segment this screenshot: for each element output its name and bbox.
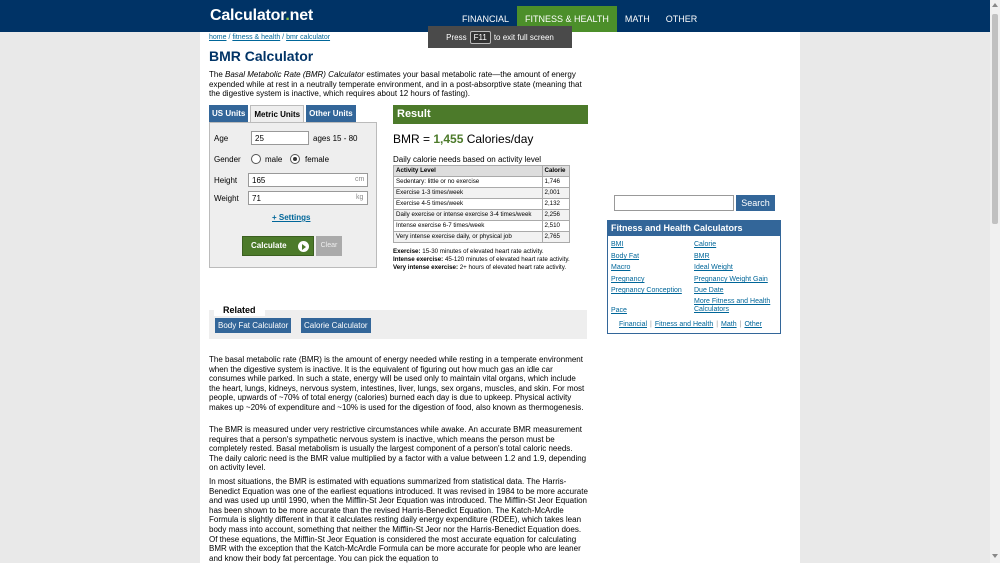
male-label[interactable]: male bbox=[265, 155, 283, 164]
fullscreen-tooltip bbox=[428, 26, 572, 48]
activity-notes bbox=[393, 248, 593, 272]
calorie-cell: 1,746 bbox=[542, 177, 569, 188]
nav-fitness-health[interactable]: FITNESS & HEALTH bbox=[517, 6, 617, 32]
page-title: BMR Calculator bbox=[209, 48, 314, 64]
scroll-down-arrow-icon[interactable] bbox=[992, 554, 998, 558]
note-very-intense bbox=[393, 264, 593, 272]
related-body-fat-button[interactable]: Body Fat Calculator bbox=[215, 318, 291, 333]
sidebar-link-calorie[interactable]: Calorie bbox=[694, 241, 717, 248]
tooltip-rest: to exit full screen bbox=[493, 32, 554, 42]
age-input[interactable] bbox=[251, 131, 309, 145]
sidebar-link-bmi[interactable]: BMI bbox=[611, 241, 624, 248]
footer-sep: | bbox=[650, 321, 652, 328]
breadcrumb-sep: / bbox=[226, 34, 233, 41]
bmr-prefix: BMR = bbox=[393, 132, 434, 146]
calorie-cell: 2,001 bbox=[542, 188, 569, 199]
note-term: Exercise: bbox=[393, 248, 421, 255]
breadcrumb-home[interactable]: home bbox=[209, 34, 227, 41]
activity-cell: Exercise 1-3 times/week bbox=[394, 188, 543, 199]
note-text: 2+ hours of elevated heart rate activity. bbox=[458, 264, 567, 271]
footer-sep: | bbox=[716, 321, 719, 328]
activity-table bbox=[393, 165, 570, 243]
vertical-scrollbar[interactable] bbox=[990, 0, 1000, 563]
sidebar-link-pace[interactable]: Pace bbox=[611, 307, 627, 314]
note-text: 45-120 minutes of elevated heart rate activity. bbox=[443, 256, 570, 263]
footer-link-math[interactable]: Math bbox=[721, 321, 737, 328]
footer-link-fitness-health[interactable]: Fitness and Health bbox=[654, 321, 714, 328]
female-radio[interactable] bbox=[290, 154, 300, 164]
intro-emphasis: Basal Metabolic Rate (BMR) Calculator bbox=[225, 70, 365, 79]
scroll-up-arrow-icon[interactable] bbox=[992, 3, 998, 7]
female-label[interactable]: female bbox=[305, 155, 330, 164]
bmr-suffix: Calories/day bbox=[463, 132, 534, 146]
unit-tabs bbox=[209, 105, 356, 122]
footer-link-financial[interactable]: Financial bbox=[619, 321, 648, 328]
search-button[interactable]: Search bbox=[736, 195, 775, 211]
male-radio[interactable] bbox=[251, 154, 261, 164]
bmr-value: 1,455 bbox=[433, 132, 464, 146]
note-term: Very intense exercise: bbox=[393, 264, 459, 271]
related-calorie-button[interactable]: Calorie Calculator bbox=[301, 318, 371, 333]
activity-table-caption: Daily calorie needs based on activity level bbox=[393, 155, 542, 164]
calorie-cell: 2,256 bbox=[542, 210, 569, 221]
nav-math[interactable]: MATH bbox=[624, 14, 650, 24]
calculate-label: Calculate bbox=[251, 241, 287, 250]
height-unit: cm bbox=[355, 176, 365, 183]
sidebar-link-due-date[interactable]: Due Date bbox=[694, 287, 724, 294]
height-input[interactable] bbox=[248, 173, 368, 187]
related-title: Related bbox=[214, 302, 265, 316]
sidebar-link-macro[interactable]: Macro bbox=[611, 264, 631, 271]
play-icon bbox=[298, 241, 309, 252]
footer-link-other[interactable]: Other bbox=[744, 321, 762, 328]
table-header-row bbox=[394, 166, 570, 177]
logo-dot: . bbox=[285, 7, 290, 24]
height-label: Height bbox=[214, 176, 238, 185]
fitness-calculators-title: Fitness and Health Calculators bbox=[607, 220, 781, 236]
sidebar-link-ideal-weight[interactable]: Ideal Weight bbox=[694, 264, 733, 271]
bmr-result bbox=[393, 132, 533, 146]
table-row bbox=[394, 188, 570, 199]
weight-unit: kg bbox=[356, 194, 364, 201]
calorie-cell: 2,132 bbox=[542, 199, 569, 210]
body-paragraph-2: The BMR is measured under very restrictive circumstances while awake. An accurate BMR measurement requires that a person's sympathetic nervous system is inactive, which means the person must be completely rested. Basal metabolism is usually the largest component of a person's total caloric needs. The daily caloric need is the BMR value multiplied by a factor with a value between 1.2 and 1.9, depending on activity level. bbox=[209, 425, 587, 473]
breadcrumb bbox=[209, 34, 330, 41]
clear-button[interactable]: Clear bbox=[316, 236, 342, 256]
tab-other-units[interactable]: Other Units bbox=[306, 105, 356, 122]
tab-metric-units[interactable]: Metric Units bbox=[250, 105, 304, 122]
activity-cell: Exercise 4-5 times/week bbox=[394, 199, 543, 210]
site-logo[interactable] bbox=[210, 7, 313, 25]
body-paragraph-3: In most situations, the BMR is estimated with equations summarized from statistical data. The Harris-Benedict Equation was one of the earliest equations introduced. It was revised in 1984 to be more accurate and was used up until 1990, when the Mifflin-St Jeor Equation was introduced. The Mifflin-St Jeor Equation has been shown to be more accurate than the revised Harris-Benedict Equation. The Katch-McArdle Formula is slightly different in that it calculates resting daily energy expenditure (RDEE), which takes lean body mass into account, something that neither the Mifflin-St Jeor nor the Harris-Benedict Equation does. Of these equations, the Mifflin-St Jeor Equation is considered the most accurate equation for calculating BMR with the exception that the Katch-McArdle Formula can be more accurate for people who are leaner and know their body fat percentage. You can pick the equation to bbox=[209, 477, 588, 563]
intro-text bbox=[209, 70, 587, 99]
age-label: Age bbox=[214, 134, 229, 143]
sidebar-link-pregnancy-weight-gain[interactable]: Pregnancy Weight Gain bbox=[694, 276, 768, 283]
sidebar-link-pregnancy[interactable]: Pregnancy bbox=[611, 276, 645, 283]
tooltip-press: Press bbox=[446, 32, 467, 42]
footer-sep: | bbox=[739, 321, 742, 328]
result-heading: Result bbox=[393, 105, 588, 124]
search-input[interactable] bbox=[614, 195, 734, 211]
activity-cell: Intense exercise 6-7 times/week bbox=[394, 221, 543, 232]
scroll-thumb[interactable] bbox=[992, 14, 998, 224]
table-row bbox=[394, 210, 570, 221]
sidebar-link-pregnancy-conception[interactable]: Pregnancy Conception bbox=[611, 287, 682, 294]
calorie-cell: 2,765 bbox=[542, 232, 569, 243]
sidebar-link-more-fitness[interactable]: More Fitness and Health Calculators bbox=[694, 298, 771, 313]
tab-us-units[interactable]: US Units bbox=[209, 105, 248, 122]
activity-cell: Daily exercise or intense exercise 3-4 times/week bbox=[394, 210, 543, 221]
logo-suffix: net bbox=[289, 7, 314, 24]
intro-post: estimates your basal metabolic rate—the amount of energy expended while at rest in a neutrally temperate environment, and in a post-absorptive state (meaning that the digestive system is inactive, which requires about 12 hours of fasting). bbox=[209, 70, 582, 99]
f11-key-badge: F11 bbox=[470, 31, 491, 44]
note-term: Intense exercise: bbox=[393, 256, 444, 263]
sidebar-link-body-fat[interactable]: Body Fat bbox=[611, 253, 640, 260]
weight-label: Weight bbox=[214, 194, 239, 203]
settings-link[interactable]: + Settings bbox=[272, 213, 311, 222]
nav-financial[interactable]: FINANCIAL bbox=[462, 14, 510, 24]
note-exercise bbox=[393, 248, 593, 256]
sidebar-footer-links bbox=[619, 321, 762, 328]
calorie-cell: 2,510 bbox=[542, 221, 569, 232]
logo-main: Calculator bbox=[210, 7, 286, 24]
breadcrumb-page[interactable]: bmr calculator bbox=[286, 34, 331, 41]
note-text: 15-30 minutes of elevated heart rate activity. bbox=[420, 248, 544, 255]
col-calorie: Calorie bbox=[542, 166, 569, 177]
weight-input[interactable] bbox=[248, 191, 368, 205]
body-paragraph-1: The basal metabolic rate (BMR) is the amount of energy needed while resting in a temperate environment when the digestive system is inactive. It is the equivalent of figuring out how much gas an idle car consumes while parked. In such a state, energy will be used only to maintain vital organs, which include the heart, lungs, kidneys, nervous system, intestines, liver, lungs, sex organs, muscles, and skin. For most people, upwards of ~70% of total energy (calories) burned each day is due to upkeep. Physical activity makes up ~20% of expenditure and ~10% is used for the digestion of food, also known as thermogenesis. bbox=[209, 355, 585, 412]
note-intense bbox=[393, 256, 593, 264]
table-row bbox=[394, 232, 570, 243]
breadcrumb-section[interactable]: fitness & health bbox=[232, 34, 281, 41]
sidebar-link-bmr[interactable]: BMR bbox=[694, 253, 710, 260]
table-row bbox=[394, 177, 570, 188]
activity-cell: Very intense exercise daily, or physical job bbox=[394, 232, 543, 243]
nav-other[interactable]: OTHER bbox=[665, 14, 698, 24]
age-hint: ages 15 - 80 bbox=[313, 134, 358, 143]
calculate-button[interactable] bbox=[242, 236, 314, 256]
activity-cell: Sedentary: little or no exercise bbox=[394, 177, 543, 188]
table-row bbox=[394, 221, 570, 232]
gender-label: Gender bbox=[214, 155, 241, 164]
col-activity-level: Activity Level bbox=[394, 166, 543, 177]
table-row bbox=[394, 199, 570, 210]
intro-pre: The bbox=[209, 70, 226, 79]
breadcrumb-sep: / bbox=[280, 34, 287, 41]
